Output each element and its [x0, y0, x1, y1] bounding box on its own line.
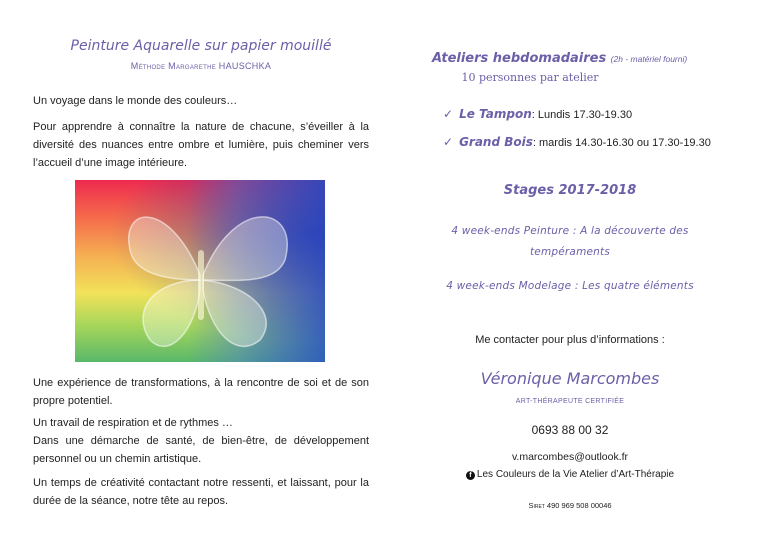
- creativite-paragraph: Un temps de créativité contactant notre ressenti, et laissant, pour la durée de la séance, notre tête au repos.: [33, 477, 369, 507]
- siret-number: Siret 490 969 508 00046: [528, 501, 612, 510]
- facebook-page-label: Les Couleurs de la Vie Atelier d’Art-Thérapie: [476, 469, 675, 480]
- method-subtitle: Méthode Margarethe HAUSCHKA: [130, 61, 272, 71]
- page-title: Peinture Aquarelle sur papier mouillé: [70, 38, 332, 54]
- contact-email[interactable]: v.marcombes@outlook.fr: [511, 451, 629, 463]
- schedule-times: : mardis 14.30-16.30 ou 17.30-19.30: [532, 137, 711, 149]
- contact-prompt: Me contacter pour plus d’informations :: [475, 334, 665, 346]
- intro-paragraph: Pour apprendre à connaître la nature de chacune, s’éveiller à la diversité des nuances entre ombre et lumière, puis cheminer vers l’accueil d’une image intérieure.: [33, 121, 369, 169]
- ateliers-note: (2h - matériel fourni): [610, 54, 688, 64]
- ateliers-title: Ateliers hebdomadaires: [432, 51, 607, 66]
- schedule-place: Grand Bois: [459, 135, 533, 149]
- intro-line: Un voyage dans le monde des couleurs…: [33, 95, 238, 107]
- respiration-line: Un travail de respiration et de rythmes …: [33, 417, 233, 429]
- stage-peinture: 4 week-ends Peinture : A la découverte des tempéraments: [451, 225, 689, 258]
- contact-role: ART-THÉRAPEUTE CERTIFIÉE: [515, 398, 625, 405]
- check-icon: ✓: [443, 107, 454, 121]
- ateliers-capacity: 10 personnes par atelier: [461, 71, 599, 84]
- schedule-place: Le Tampon: [459, 107, 532, 121]
- check-icon: ✓: [443, 135, 454, 149]
- schedule-times: : Lundis 17.30-19.30: [531, 109, 633, 121]
- experience-paragraph: Une expérience de transformations, à la rencontre de soi et de son propre potentiel.: [33, 377, 369, 407]
- facebook-icon: f: [466, 471, 475, 480]
- butterfly-icon: [75, 180, 325, 362]
- butterfly-watercolor-image: [75, 180, 325, 362]
- demarche-paragraph: Dans une démarche de santé, de bien-être, de développement personnel ou un chemin artistique.: [33, 435, 369, 465]
- stage-modelage: 4 week-ends Modelage : Les quatre éléments: [446, 280, 694, 292]
- ateliers-heading: [432, 49, 742, 67]
- contact-phone: 0693 88 00 32: [531, 423, 609, 437]
- stages-title: Stages 2017-2018: [503, 183, 637, 198]
- schedule-item-tampon: [443, 107, 632, 121]
- contact-name: Véronique Marcombes: [480, 369, 660, 388]
- schedule-item-grand-bois: [443, 135, 711, 149]
- facebook-page[interactable]: [420, 469, 720, 480]
